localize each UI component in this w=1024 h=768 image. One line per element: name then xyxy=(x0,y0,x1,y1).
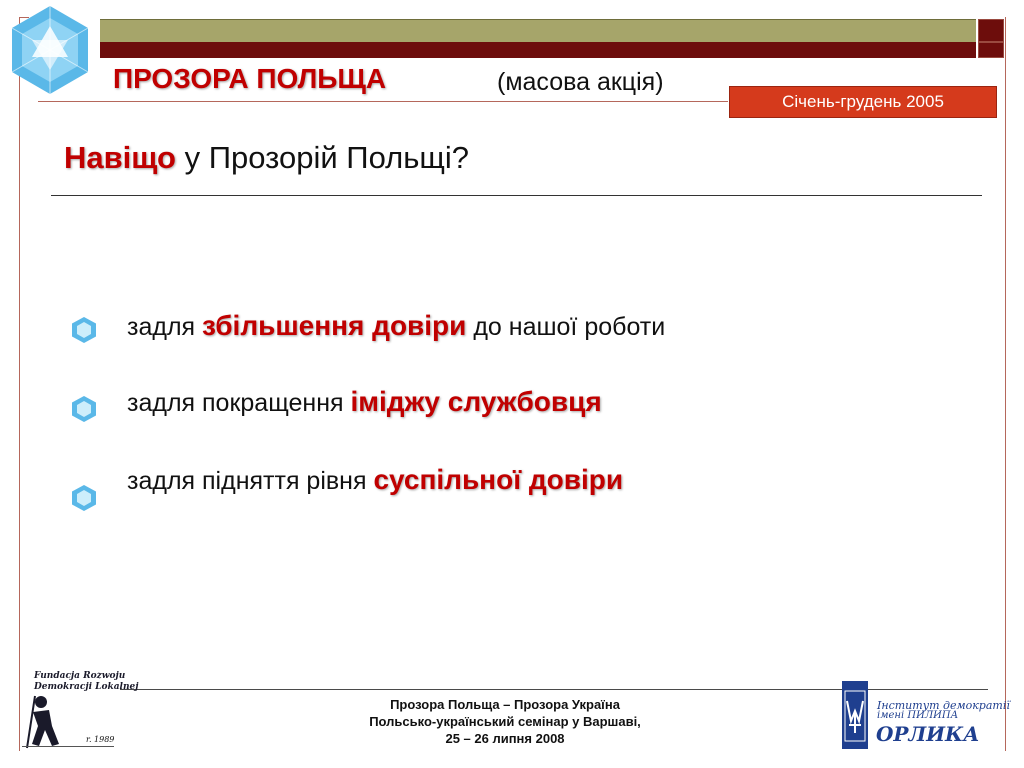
footer-line-1: Прозора Польща – Прозора Україна xyxy=(390,697,620,712)
footer-line-2: Польсько-український семінар у Варшаві, xyxy=(369,714,641,729)
list-item-accent: суспільної довіри xyxy=(373,464,624,495)
header-divider xyxy=(38,101,728,102)
snowflake-logo-icon xyxy=(8,4,92,96)
list-item-prefix: задля покращення xyxy=(127,389,351,417)
date-badge: Січень-грудень 2005 xyxy=(729,86,997,118)
frame-right-border xyxy=(1005,17,1006,751)
page-subtitle: (масова акція) xyxy=(497,68,664,96)
list-item-suffix: до нашої роботи xyxy=(466,313,666,341)
question-heading xyxy=(64,140,469,176)
top-maroon-bar xyxy=(100,42,976,58)
corner-square-bottom xyxy=(978,42,1004,58)
foundation-name-line-2: Demokracji Lokalnej xyxy=(34,682,139,692)
frame-left-border xyxy=(19,17,20,751)
list-item xyxy=(127,310,665,342)
question-rest: у Прозорій Польщі? xyxy=(175,140,470,175)
list-item xyxy=(127,386,602,418)
question-divider xyxy=(51,195,982,196)
institute-name-line-1: Інститут демократії xyxy=(877,699,1010,712)
institute-name-line-3: ОРЛИКА xyxy=(876,722,980,746)
footer-caption xyxy=(300,696,710,747)
top-olive-bar xyxy=(100,19,976,42)
list-item xyxy=(127,464,623,496)
institute-name-line-2: імені ПИЛИПА xyxy=(877,710,959,721)
corner-square-top xyxy=(978,19,1004,42)
page-title: ПРОЗОРА ПОЛЬЩА xyxy=(113,63,387,94)
foundation-name-line-1: Fundacja Rozwoju xyxy=(34,671,126,681)
footer-line-3: 25 – 26 липня 2008 xyxy=(445,731,565,746)
foundation-underline xyxy=(22,746,114,747)
list-item-prefix: задля підняття рівня xyxy=(127,467,374,495)
hexagon-bullet-icon xyxy=(70,484,98,512)
list-item-accent: іміджу службовця xyxy=(350,386,602,417)
hexagon-bullet-icon xyxy=(70,316,98,344)
hexagon-bullet-icon xyxy=(70,395,98,423)
foundation-year: r. 1989 xyxy=(86,735,115,744)
question-accent: Навіщо xyxy=(64,140,176,175)
list-item-prefix: задля xyxy=(127,313,203,341)
list-item-accent: збільшення довіри xyxy=(202,310,467,341)
